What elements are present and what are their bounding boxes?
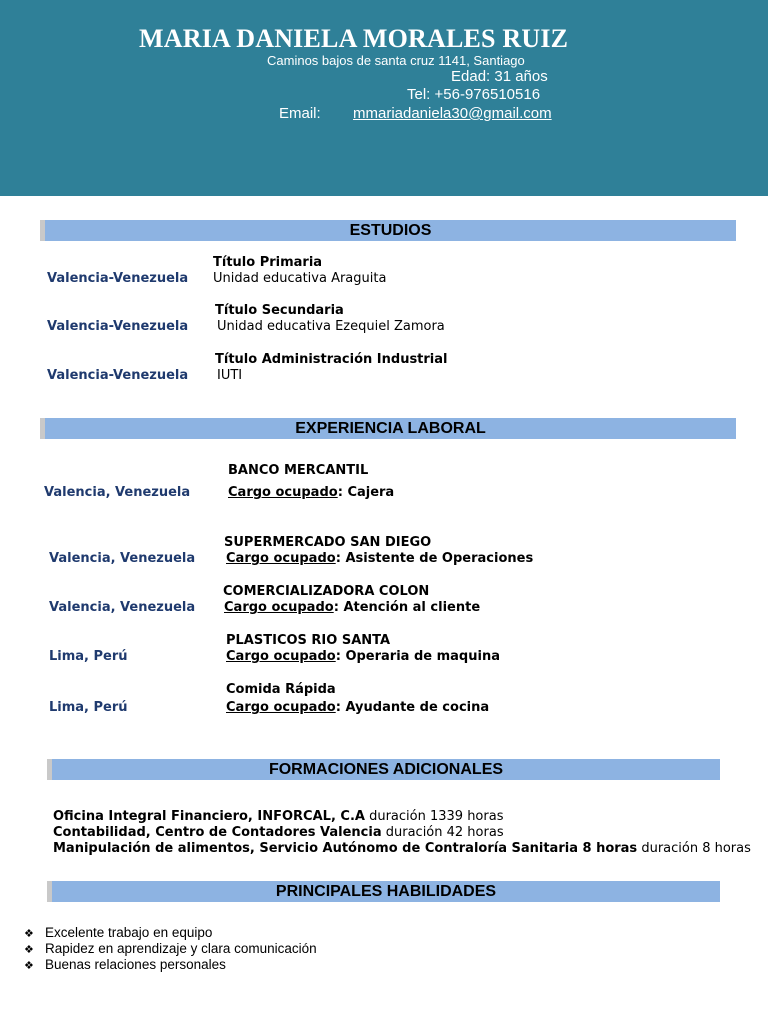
- email-link[interactable]: mmariadaniela30@gmail.com: [353, 105, 552, 122]
- training-item: [53, 841, 751, 856]
- skill-item: [24, 941, 317, 956]
- training-name: Manipulación de alimentos, Servicio Autónomo de Contraloría Sanitaria 8 horas: [53, 841, 638, 856]
- training-item: [53, 825, 504, 840]
- skill-item: [24, 957, 226, 972]
- skill-text: Excelente trabajo en equipo: [45, 925, 213, 940]
- job-company: SUPERMERCADO SAN DIEGO: [224, 535, 432, 550]
- job-location: Lima, Perú: [49, 649, 128, 664]
- section-title: EXPERIENCIA LABORAL: [295, 420, 486, 437]
- job-role-line: Cargo ocupado: Atención al cliente: [224, 600, 481, 615]
- cargo-label: Cargo ocupado: [226, 700, 336, 715]
- job-role: Operaria de maquina: [345, 649, 500, 664]
- candidate-name: MARIA DANIELA MORALES RUIZ: [139, 24, 569, 53]
- phone: Tel: +56-976510516: [407, 86, 541, 103]
- skill-text: Rapidez en aprendizaje y clara comunicación: [45, 941, 317, 956]
- job-company: BANCO MERCANTIL: [228, 463, 369, 478]
- job-location: Valencia, Venezuela: [49, 600, 196, 615]
- section-header-experience: [45, 418, 736, 439]
- cargo-label: Cargo ocupado: [226, 551, 336, 566]
- section-title: ESTUDIOS: [349, 222, 432, 239]
- age: Edad: 31 años: [451, 68, 548, 85]
- study-title: Título Primaria: [213, 255, 323, 270]
- job-role-line: Cargo ocupado: Asistente de Operaciones: [226, 551, 534, 566]
- study-location: Valencia-Venezuela: [47, 271, 189, 286]
- job-location: Valencia, Venezuela: [44, 485, 191, 500]
- job-role-line: Cargo ocupado: Cajera: [228, 485, 395, 500]
- training-duration: duración 42 horas: [385, 825, 504, 840]
- diamond-bullet-icon: ❖: [24, 960, 34, 972]
- cargo-label: Cargo ocupado: [226, 649, 336, 664]
- section-header-skills: [52, 881, 720, 902]
- job-location: Lima, Perú: [49, 700, 128, 715]
- study-location: Valencia-Venezuela: [47, 319, 189, 334]
- job-role: Ayudante de cocina: [345, 700, 490, 715]
- job-role: Cajera: [347, 485, 395, 500]
- job-location: Valencia, Venezuela: [49, 551, 196, 566]
- job-company: Comida Rápida: [226, 682, 336, 697]
- job-company: PLASTICOS RIO SANTA: [226, 633, 391, 648]
- job-role: Atención al cliente: [343, 600, 481, 615]
- study-institution: Unidad educativa Ezequiel Zamora: [217, 319, 445, 334]
- cargo-label: Cargo ocupado: [224, 600, 334, 615]
- study-title: Título Administración Industrial: [215, 352, 448, 367]
- diamond-bullet-icon: ❖: [24, 928, 34, 940]
- training-name: Oficina Integral Financiero, INFORCAL, C.A: [53, 809, 365, 824]
- skill-text: Buenas relaciones personales: [45, 957, 226, 972]
- training-name: Contabilidad, Centro de Contadores Valencia: [53, 825, 382, 840]
- section-header-studies: [45, 220, 736, 241]
- job-role-line: Cargo ocupado: Operaria de maquina: [226, 649, 500, 664]
- cargo-label: Cargo ocupado: [228, 485, 338, 500]
- section-title: PRINCIPALES HABILIDADES: [275, 883, 497, 900]
- training-duration: duración 1339 horas: [369, 809, 504, 824]
- email-label: Email:: [279, 105, 321, 122]
- training-item: [53, 809, 503, 824]
- job-role-line: Cargo ocupado: Ayudante de cocina: [226, 700, 490, 715]
- section-header-training: [52, 759, 720, 780]
- study-title: Título Secundaria: [215, 303, 344, 318]
- job-company: COMERCIALIZADORA COLON: [223, 584, 430, 599]
- job-role: Asistente de Operaciones: [345, 551, 534, 566]
- diamond-bullet-icon: ❖: [24, 944, 34, 956]
- study-institution: Unidad educativa Araguita: [213, 271, 387, 286]
- study-institution: IUTI: [217, 368, 243, 383]
- training-duration: duración 8 horas: [641, 841, 751, 856]
- address: Caminos bajos de santa cruz 1141, Santiago: [267, 53, 525, 68]
- header-banner: [0, 0, 768, 196]
- section-title: FORMACIONES ADICIONALES: [268, 761, 504, 778]
- skill-item: [24, 925, 212, 940]
- study-location: Valencia-Venezuela: [47, 368, 189, 383]
